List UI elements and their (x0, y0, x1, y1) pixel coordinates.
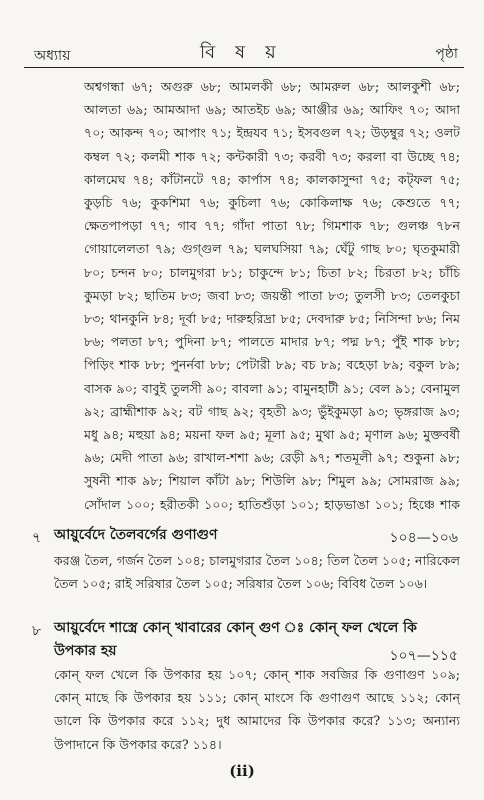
section-8-title: আয়ুর্বেদে শাস্ত্রে কোন্ খাবারের কোন্ গুণ ঃ কোন্ ফল খেলে কি উপকার হয় (54, 620, 417, 659)
section-7-pages: ১০৪—১০৬ (389, 530, 458, 546)
section-8-pages: ১০৭—১১৫ (389, 648, 458, 664)
section-8-entries: কোন্ ফল খেলে কি উপকার হয় ১০৭; কোন্ শাক সবজির কি গুণাগুণ ১০৯; কোন্ মাছে কি উপকার হয় ১১১; কোন্ মাংসে কি গুণাগুণ আছে ১১২; কোন্ ডালে কি উপকার করে ১১২; দুধ আমাদের কি উপকার করে? ১১৩; অন্যান্য উপাদানে কি উপকার করে? ১১৪। (54, 667, 460, 752)
herb-index-paragraph: অশ্বগন্ধা ৬৭; অগুরু ৬৮; আমলকী ৬৮; আমরুল ৬৮; আলকুশী ৬৮; আলতা ৬৯; আমআদা ৬৯; আতইচ ৬৯; আঞ্জীর ৬৯; আফিং ৭০; আদা ৭০; আকন্দ ৭০; আপাং ৭১; ইন্দ্রযব ৭১; ইসবগুল ৭২; উড়ম্বুর ৭২; ওলট কম্বল ৭২; কলমী শাক ৭২; কন্টকারী ৭৩; করবী ৭৩; করলা বা উচ্ছে ৭৪; কালমেঘ ৭৪; কাঁটানটে ৭৪; কার্পাস ৭৪; কালকাসুন্দা ৭৫; কট্‌ফল ৭৫; কুড়চি ৭৬; কুকশিমা ৭৬; কুচিলা ৭৬; কোকিলাক্ষ ৭৬; কেশুতে ৭৭; ক্ষেতপাপড়া ৭৭; গাব ৭৭; গাঁদা পাতা ৭৮; গিমশাক ৭৮; গুলঞ্চ ৭৮ন গোয়ালেলতা ৭৯; গুগ্গুল ৭৯; ঘলঘসিয়া ৭৯; ঘেঁটু গাছ ৮০; ঘৃতকুমারী ৮০; চন্দন ৮০; চালমুগরা ৮১; চাকুন্দে ৮১; চিতা ৮২; চিরতা ৮২; চাঁচি কুমড়া ৮২; ছাতিম ৮৩; জবা ৮৩; জয়ন্তী পাতা ৮৩; তুলসী ৮৩; তেলকুচা ৮৩; থানকুনি ৮৪; দূর্বা ৮৫; দারুহরিদ্রা ৮৫; দেবদারু ৮৫; নিসিন্দা ৮৬; নিম ৮৬; পলতা ৮৭; পুদিনা ৮৭; পালতে মাদার ৮৭; পদ্ম ৮৭; পুঁই শাক ৮৮; পিড়িং শাক ৮৮; পুনর্নবা ৮৮; পেটারী ৮৯; বচ ৮৯; বহেড়া ৮৯; বকুল ৮৯; বাসক ৯০; বাবুই তুলসী ৯০; বাবলা ৯১; বামুনহাটী ৯১; বেল ৯১; বেনামুল ৯২; ব্রাহ্মীশাক ৯২; বট গাছ ৯২; বৃহতী ৯৩; ভুঁইকুমড়া ৯৩; ভৃঙ্গরাজ ৯৩; মধু ৯৪; মহুয়া ৯৪; ময়না ফল ৯৫; মূলা ৯৫; মুথা ৯৫; মৃণাল ৯৬; মুক্তবর্ষী ৯৬; মেদী পাতা ৯৬; রাখাল-শশা ৯৬; রেড়ী ৯৭; শতমূলী ৯৭; শুকুনা ৯৮; সুষনী শাক ৯৮; শিয়াল কাঁটা ৯৮; শিউলি ৯৮; শিমুল ৯৯; সোমরাজ ৯৯; সোঁদাল ১০০; হরীতকী ১০০; হাতিশুঁড়া ১০১; হাড়ভাঙা ১০১; হিঞ্চে শাক (84, 79, 460, 512)
page-column-heading: পৃষ্ঠা (435, 46, 458, 62)
chapter-column-heading: অধ্যায় (34, 48, 71, 64)
section-8-number: ৮ (32, 623, 42, 639)
header-rule (24, 67, 464, 68)
subject-column-heading: বিষয় (200, 42, 296, 63)
section-7-entries: করঞ্জ তৈল, গর্জন তৈল ১০৪; চালমুগরার তৈল ১০৪; তিল তৈল ১০৫; নারিকেল তৈল ১০৫; রাই সরিষার তৈল ১০৫; সরিষার তৈল ১০৬; বিবিধ তৈল ১০৬। (54, 553, 460, 592)
page-number: (ii) (229, 762, 255, 780)
section-7-title: আয়ুর্বেদে তৈলবর্গের গুণাগুণ (54, 527, 218, 543)
section-7-number: ৭ (32, 530, 42, 546)
table-header (0, 0, 484, 64)
